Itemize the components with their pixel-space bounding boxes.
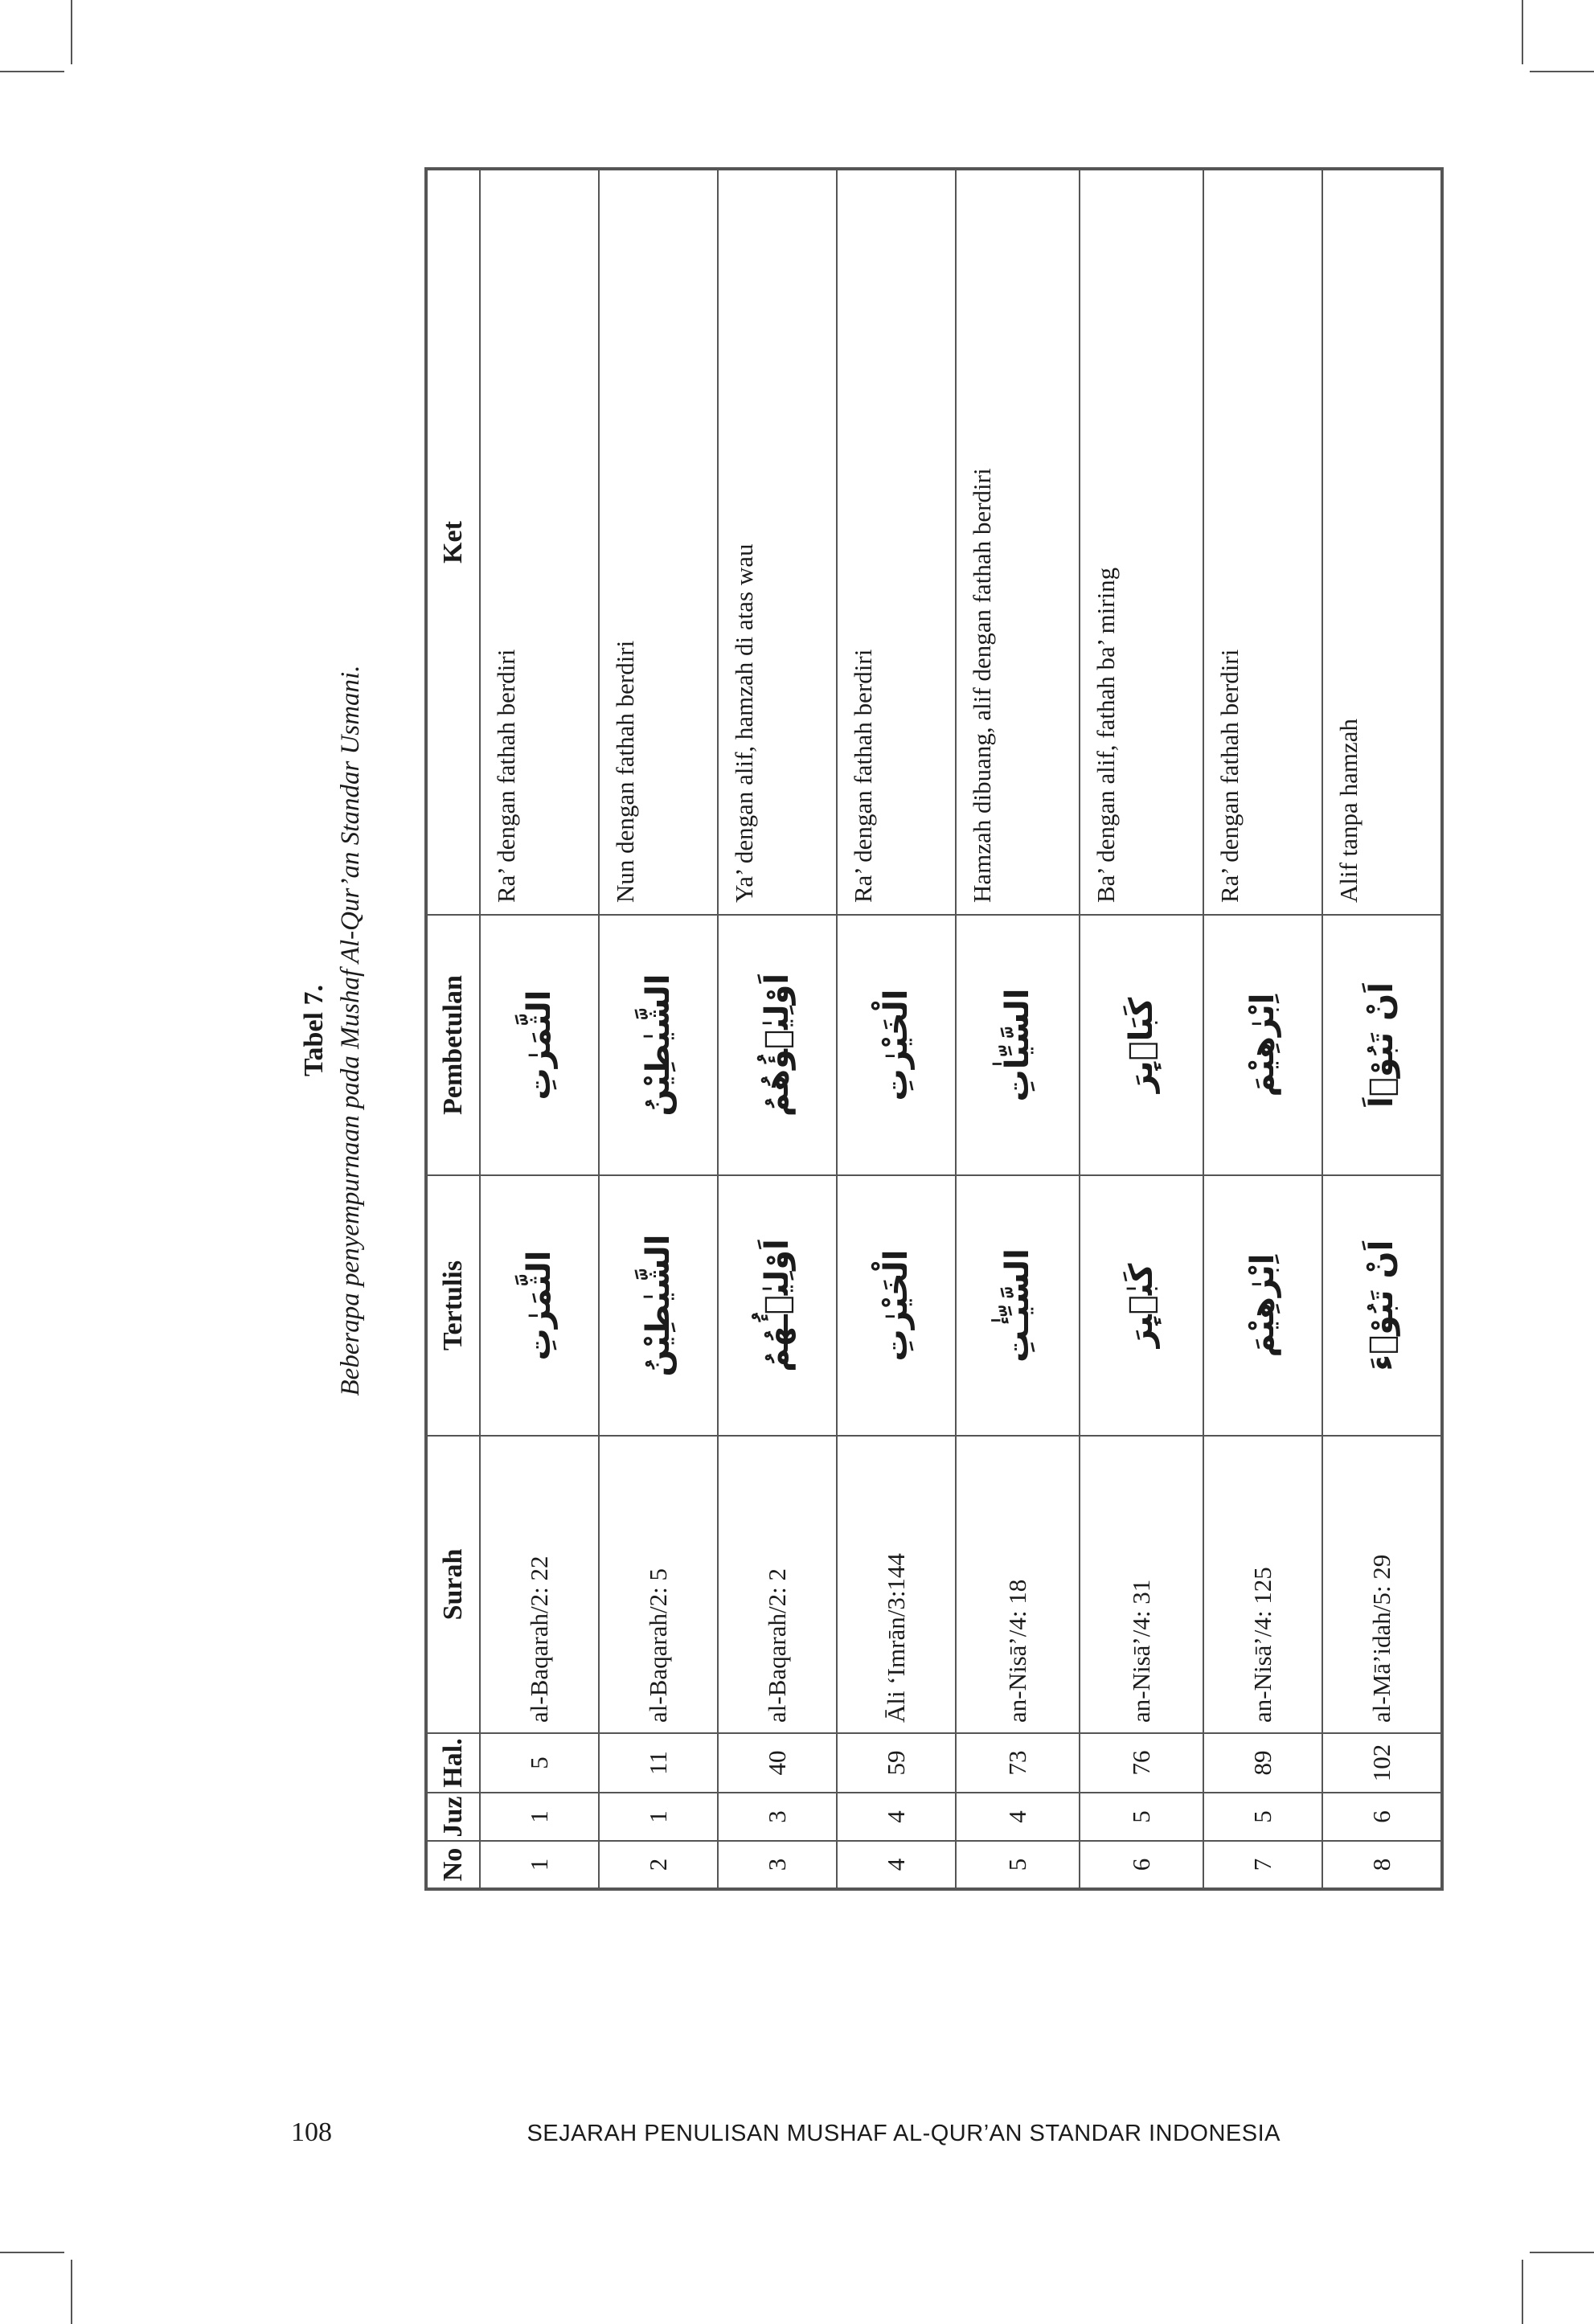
table-row: [1203, 169, 1322, 1889]
corrections-table: [424, 167, 1444, 1891]
cell-ket: Ba’ dengan alif, fathah ba’ miring: [1080, 169, 1203, 915]
cell-pembetulan: اِبْرٰهِيْمَ: [1203, 915, 1322, 1175]
header-ket: Ket: [426, 169, 480, 915]
header-surah: Surah: [426, 1436, 480, 1733]
crop-mark: [71, 2260, 72, 2324]
header-tertulis: Tertulis: [426, 1175, 480, 1436]
cell-no: 4: [837, 1841, 956, 1889]
header-pembetulan: Pembetulan: [426, 915, 480, 1175]
header-hal: Hal.: [426, 1733, 480, 1793]
table-caption-title: Tabel 7.: [299, 985, 329, 1077]
crop-mark: [0, 2252, 64, 2253]
cell-tertulis: اَوْلِيٰۤـُٔهُمُ: [718, 1175, 837, 1436]
cell-juz: 1: [599, 1793, 718, 1841]
cell-ket: Ra’ dengan fathah berdiri: [1203, 169, 1322, 915]
crop-mark: [1530, 2252, 1594, 2253]
cell-no: 6: [1080, 1841, 1203, 1889]
table-row: [1080, 169, 1203, 1889]
cell-juz: 4: [837, 1793, 956, 1841]
crop-mark: [71, 0, 72, 64]
cell-surah: an-Nisā’/4: 125: [1203, 1436, 1322, 1733]
cell-juz: 5: [1080, 1793, 1203, 1841]
cell-pembetulan: اَوْلِيٰۤؤُهُمُ: [718, 915, 837, 1175]
table-header-row: [426, 169, 480, 1889]
cell-hal: 76: [1080, 1733, 1203, 1793]
table-row: [480, 169, 599, 1889]
cell-surah: an-Nisā’/4: 31: [1080, 1436, 1203, 1733]
cell-hal: 40: [718, 1733, 837, 1793]
table-caption-subtitle: Beberapa penyempurnaan pada Mushaf Al-Qur’an Standar Usmani.: [336, 665, 365, 1396]
cell-juz: 6: [1322, 1793, 1442, 1841]
header-no: No: [426, 1841, 480, 1889]
cell-hal: 5: [480, 1733, 599, 1793]
cell-no: 7: [1203, 1841, 1322, 1889]
cell-no: 3: [718, 1841, 837, 1889]
page-number: 108: [291, 2117, 332, 2147]
cell-hal: 89: [1203, 1733, 1322, 1793]
cell-juz: 4: [956, 1793, 1080, 1841]
crop-mark: [1530, 71, 1594, 72]
cell-ket: Hamzah dibuang, alif dengan fathah berdiri: [956, 169, 1080, 915]
cell-hal: 102: [1322, 1733, 1442, 1793]
cell-juz: 3: [718, 1793, 837, 1841]
cell-surah: al-Baqarah/2: 5: [599, 1436, 718, 1733]
table-row: [718, 169, 837, 1889]
cell-no: 8: [1322, 1841, 1442, 1889]
cell-tertulis: اَنْ تَبُوْۤءَ: [1322, 1175, 1442, 1436]
cell-tertulis: الْخَيْرٰتِ: [837, 1175, 956, 1436]
cell-ket: Ya’ dengan alif, hamzah di atas wau: [718, 169, 837, 915]
cell-tertulis: السَّيِّـٰٔتِ: [956, 1175, 1080, 1436]
cell-ket: Nun dengan fathah berdiri: [599, 169, 718, 915]
cell-surah: Āli ‘Imrān/3:144: [837, 1436, 956, 1733]
cell-ket: Ra’ dengan fathah berdiri: [837, 169, 956, 915]
running-footer-title: SEJARAH PENULISAN MUSHAF AL-QUR’AN STANDAR INDONESIA: [527, 2121, 1281, 2146]
cell-surah: al-Baqarah/2: 2: [718, 1436, 837, 1733]
crop-mark: [0, 71, 64, 72]
cell-pembetulan: الْخَيْرٰتِ: [837, 915, 956, 1175]
table-row: [837, 169, 956, 1889]
cell-no: 2: [599, 1841, 718, 1889]
header-juz: Juz: [426, 1793, 480, 1841]
cell-no: 1: [480, 1841, 599, 1889]
table-row: [956, 169, 1080, 1889]
cell-pembetulan: الثَّمَرٰتِ: [480, 915, 599, 1175]
rotated-table-block: [299, 154, 1400, 1907]
cell-hal: 73: [956, 1733, 1080, 1793]
cell-tertulis: الثَّمَرٰتِ: [480, 1175, 599, 1436]
cell-pembetulan: السَّيِّاٰتِ: [956, 915, 1080, 1175]
crop-mark: [1522, 0, 1523, 64]
cell-tertulis: كَبٰۤىِٕرَ: [1080, 1175, 1203, 1436]
table-row: [599, 169, 718, 1889]
cell-ket: Ra’ dengan fathah berdiri: [480, 169, 599, 915]
cell-hal: 11: [599, 1733, 718, 1793]
cell-surah: al-Baqarah/2: 22: [480, 1436, 599, 1733]
crop-mark: [1522, 2260, 1523, 2324]
cell-pembetulan: اَنْ تَبُوْۤاَ: [1322, 915, 1442, 1175]
table-row: [1322, 169, 1442, 1889]
cell-tertulis: اِبْرٰهِيْمَ: [1203, 1175, 1322, 1436]
cell-pembetulan: الشَّيٰطِيْنُ: [599, 915, 718, 1175]
cell-no: 5: [956, 1841, 1080, 1889]
cell-pembetulan: كَبَاۤىِٕرَ: [1080, 915, 1203, 1175]
cell-tertulis: الشَّيٰطِيْنُ: [599, 1175, 718, 1436]
cell-juz: 5: [1203, 1793, 1322, 1841]
cell-juz: 1: [480, 1793, 599, 1841]
cell-surah: al-Mā’idah/5: 29: [1322, 1436, 1442, 1733]
cell-hal: 59: [837, 1733, 956, 1793]
cell-surah: an-Nisā’/4: 18: [956, 1436, 1080, 1733]
cell-ket: Alif tanpa hamzah: [1322, 169, 1442, 915]
